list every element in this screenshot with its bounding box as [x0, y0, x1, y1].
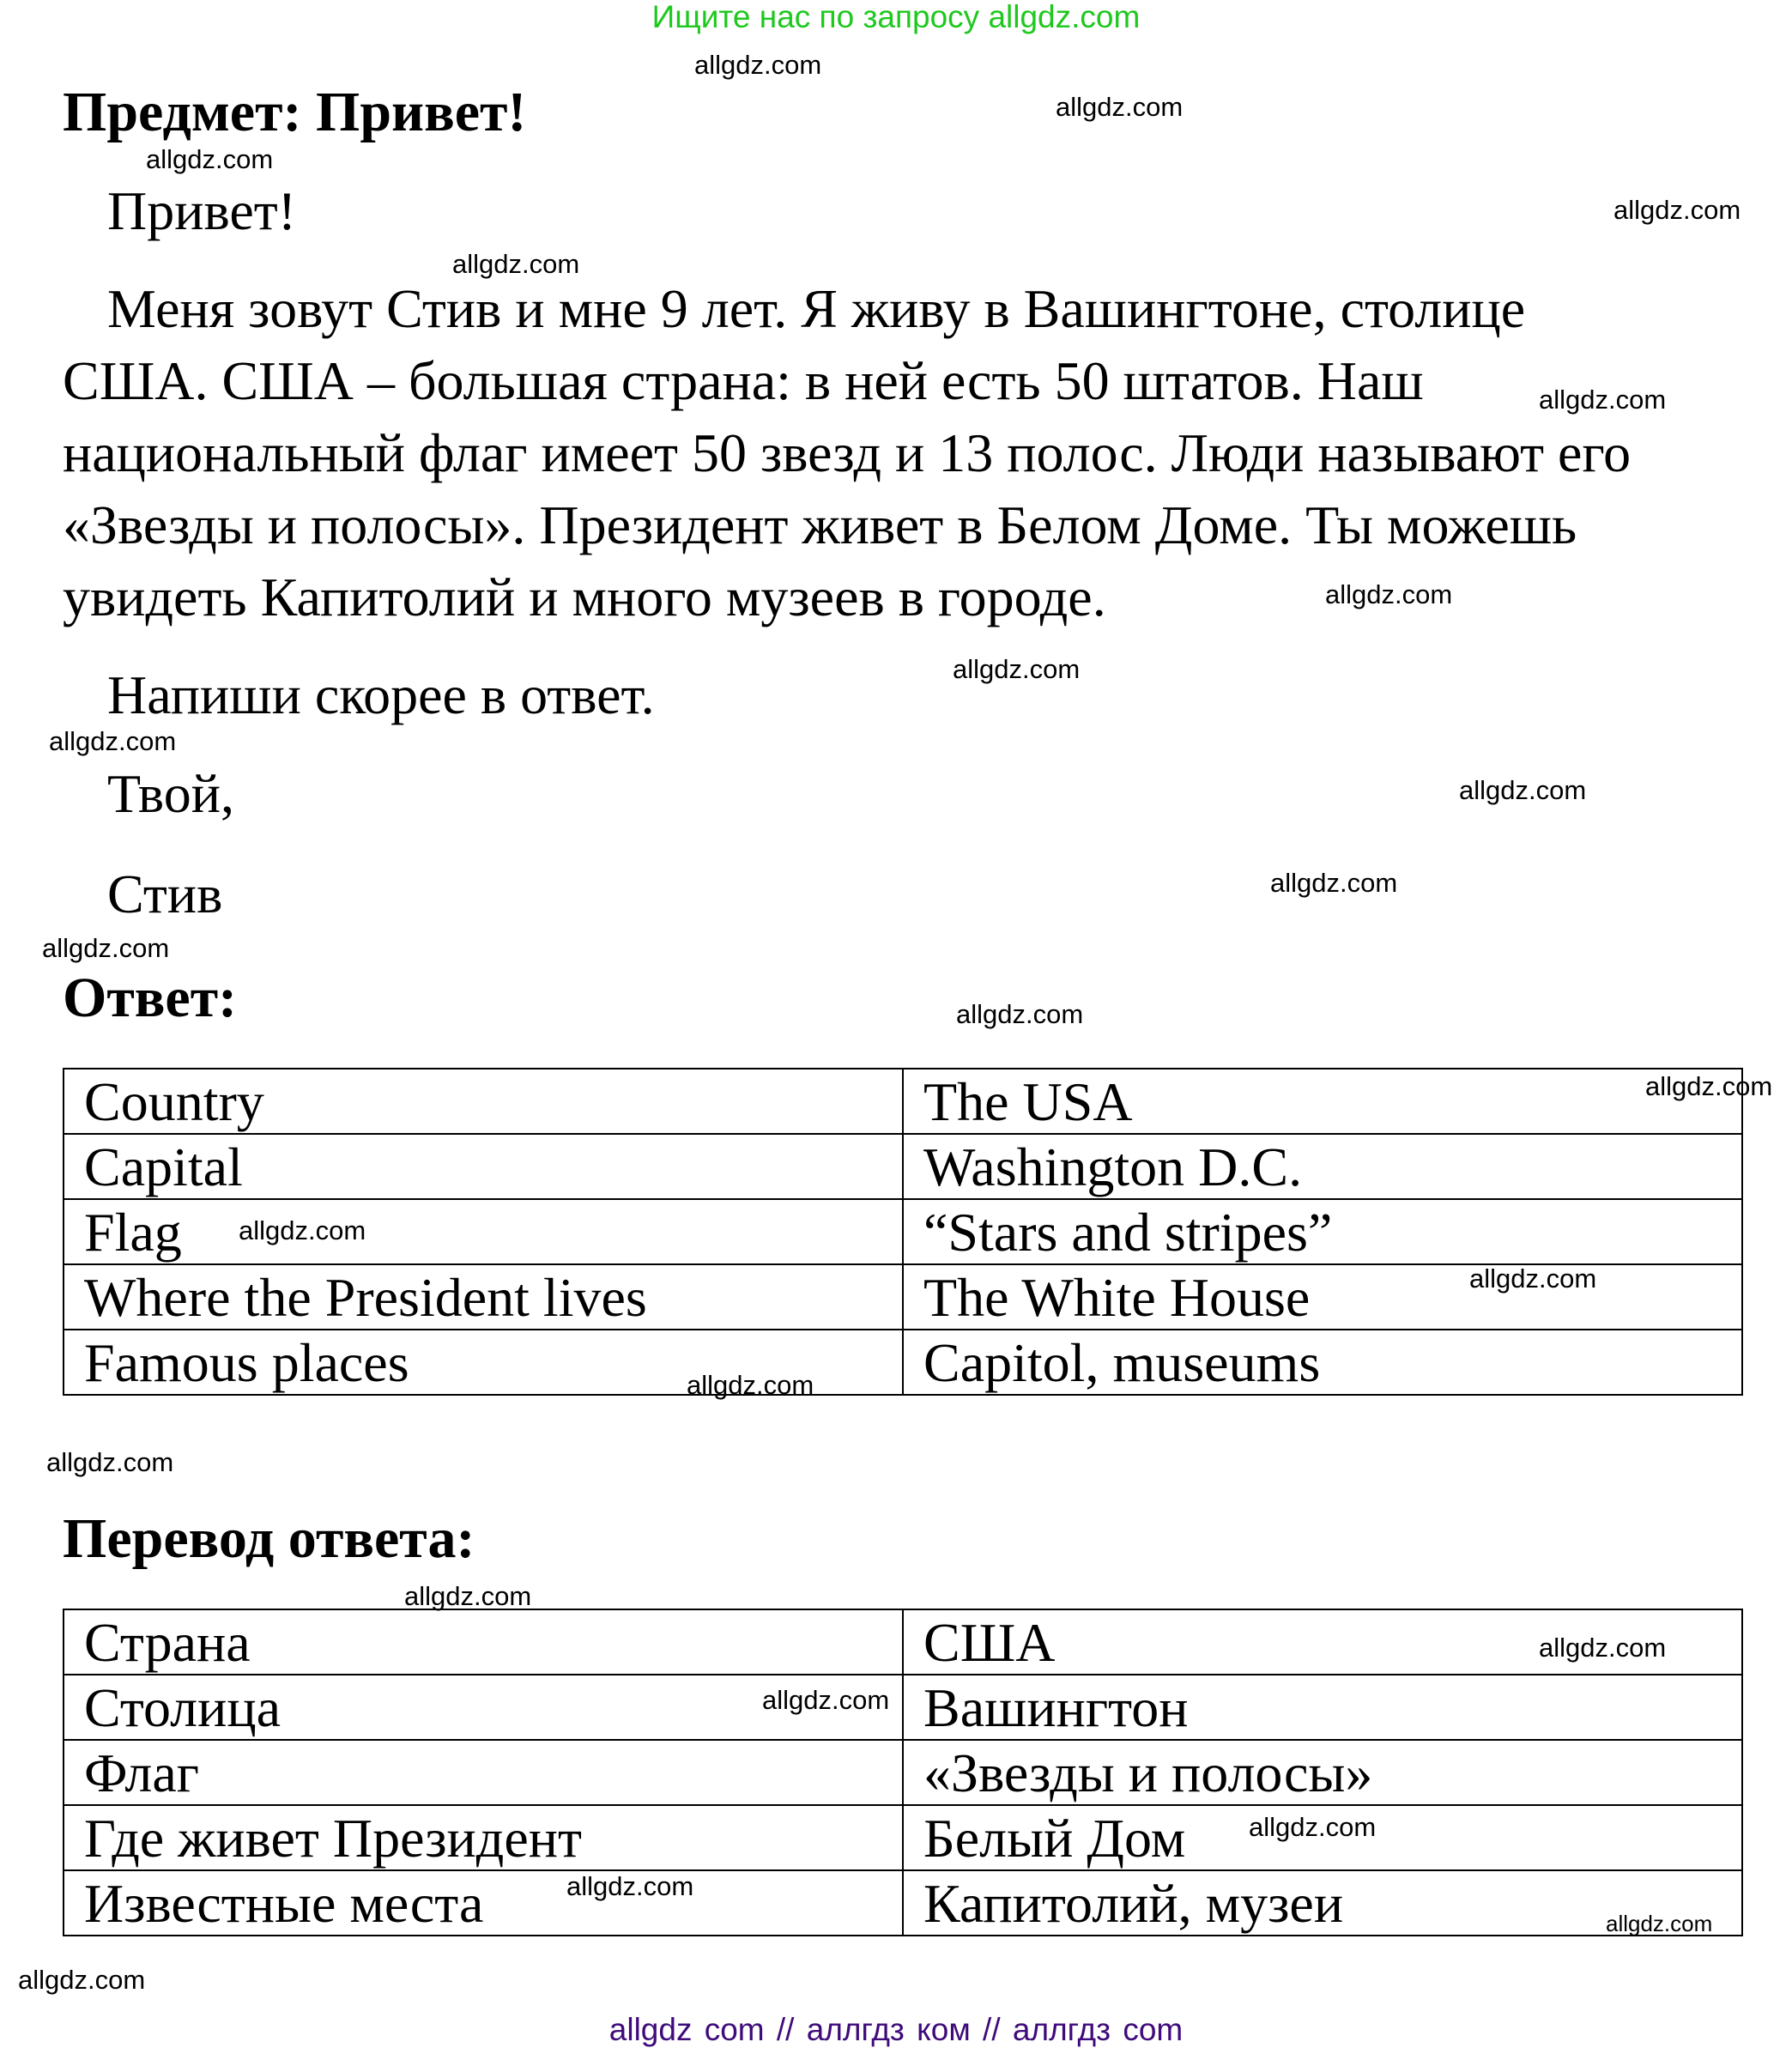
watermark: allgdz.com [1325, 579, 1453, 609]
watermark: allgdz.com [1459, 775, 1587, 805]
letter-line: увидеть Капитолий и много музеев в городе. [63, 567, 1106, 627]
watermark: allgdz.com [1056, 92, 1184, 122]
watermark: allgdz.com [953, 654, 1081, 684]
translation-heading: Перевод ответа: [63, 1507, 475, 1570]
letter-signature: Стив [107, 863, 223, 924]
table-cell: Белый Дом [903, 1805, 1742, 1870]
table-row [64, 1134, 1742, 1199]
table-row [64, 1740, 1742, 1805]
watermark: allgdz.com [42, 933, 170, 963]
watermark: allgdz.com [46, 1447, 174, 1477]
watermark: allgdz.com [1270, 868, 1398, 898]
letter-greeting: Привет! [107, 180, 296, 241]
watermark: allgdz.com [1645, 1071, 1773, 1101]
table-cell: «Звезды и полосы» [903, 1740, 1742, 1805]
watermark: allgdz.com [146, 144, 274, 174]
watermark: allgdz.com [566, 1871, 694, 1901]
watermark: allgdz.com [687, 1370, 814, 1400]
table-cell: Capital [64, 1134, 903, 1199]
watermark: allgdz.com [239, 1215, 366, 1245]
letter-line: национальный флаг имеет 50 звезд и 13 полос. Люди называют его [63, 422, 1632, 483]
table-cell: Капитолий, музеи [903, 1870, 1742, 1936]
translation-table [63, 1609, 1743, 1936]
table-cell: Where the President lives [64, 1264, 903, 1330]
table-cell: Известные места [64, 1870, 903, 1936]
table-cell: “Stars and stripes” [903, 1199, 1742, 1264]
watermark: allgdz.com [956, 999, 1084, 1029]
table-cell: США [903, 1609, 1742, 1675]
table-cell: Country [64, 1069, 903, 1134]
watermark: allgdz.com [1606, 1911, 1713, 1936]
table-row [64, 1330, 1742, 1395]
watermark: allgdz.com [1613, 195, 1741, 225]
table-row [64, 1870, 1742, 1936]
table-cell: Washington D.C. [903, 1134, 1742, 1199]
letter-closing: Напиши скорее в ответ. [107, 664, 655, 725]
watermark: allgdz.com [762, 1685, 890, 1715]
table-cell: Flag [64, 1199, 903, 1264]
answer-heading: Ответ: [63, 966, 238, 1029]
table-cell: The White House [903, 1264, 1742, 1330]
watermark: allgdz.com [1249, 1812, 1377, 1842]
letter-line: «Звезды и полосы». Президент живет в Белом Доме. Ты можешь [63, 494, 1577, 555]
table-cell: Страна [64, 1609, 903, 1675]
watermark: allgdz.com [404, 1581, 532, 1611]
table-row [64, 1609, 1742, 1675]
letter-line: США. США – большая страна: в ней есть 50 штатов. Наш [63, 350, 1424, 411]
table-row [64, 1069, 1742, 1134]
table-cell: Capitol, museums [903, 1330, 1742, 1395]
watermark: allgdz.com [694, 50, 822, 80]
watermark: allgdz.com [18, 1965, 146, 1995]
watermark: allgdz.com [452, 249, 580, 279]
footer-links: allgdz com // аллгдз ком // аллгдз com [608, 2012, 1184, 2047]
table-cell: Вашингтон [903, 1675, 1742, 1740]
table-cell: Famous places [64, 1330, 903, 1395]
letter-line: Меня зовут Стив и мне 9 лет. Я живу в Вашингтоне, столице [107, 278, 1526, 339]
table-row [64, 1805, 1742, 1870]
table-cell: The USA [903, 1069, 1742, 1134]
subject-heading: Предмет: Привет! [63, 81, 527, 143]
watermark: allgdz.com [1469, 1263, 1597, 1294]
table-cell: Где живет Президент [64, 1805, 903, 1870]
table-row [64, 1675, 1742, 1740]
watermark: allgdz.com [49, 726, 177, 756]
letter-sign-off: Твой, [107, 763, 234, 824]
watermark: allgdz.com [1539, 385, 1667, 415]
table-cell: Столица [64, 1675, 903, 1740]
watermark: allgdz.com [1539, 1633, 1667, 1663]
table-cell: Флаг [64, 1740, 903, 1805]
search-banner: Ищите нас по запросу allgdz.com [651, 0, 1141, 34]
